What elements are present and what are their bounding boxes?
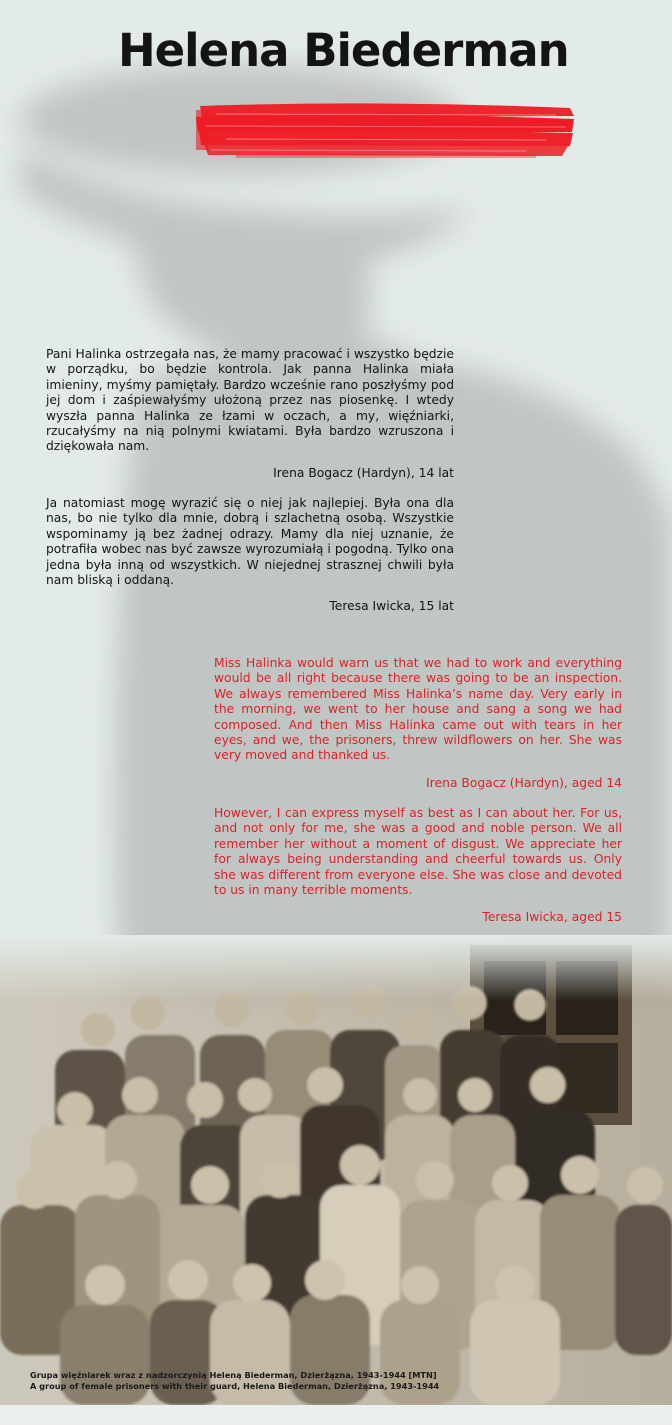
english-quote-2-text: However, I can express myself as best as I can about her. For us, and not only for me, she was a good and noble person. We all remember her without a moment of disgust. We appreciate her for always being understanding and cheerful towards us. Only she was different from everyone else. She was close and devoted to us in many terrible moments. [214,806,622,898]
polish-quote-2-text: Ja natomiast mogę wyrazić się o niej jak najlepiej. Była ona dla nas, bo nie tylko dla mnie, dobrą i szlachetną osobą. Wszystkie wspominamy ją bez żadnej odrazy. Mamy dla niej uznanie, że potrafiła wobec nas być zawsze wyrozumiałą i pogodną. Tylko ona jedna była inną od wszystkich. W niejednej strasznej chwili była nam bliską i oddaną. [46,496,454,588]
photo-caption-polish: Grupa więźniarek wraz z nadzorczynią Heleną Biederman, Dzierżązna, 1943-1944 [MTN] [30,1370,437,1380]
polish-quote-1-attribution [46,466,454,481]
polish-quote-1 [46,347,454,455]
photo-caption-english: A group of female prisoners with their guard, Helena Biederman, Dzierżązna, 1943-1944 [30,1380,440,1391]
english-quote-1-text: Miss Halinka would warn us that we had to work and everything would be all right because there was going to be an inspection. We always remembered Miss Halinka’s name day. Very early in the morning, we went to her house and sang a song we had composed. And then Miss Halinka came out with tears in her eyes, and we, the prisoners, threw wildflowers on her. She was very moved and thanked us. [214,656,622,763]
polish-quote-1-text: Pani Halinka ostrzegała nas, że mamy pracować i wszystko będzie w porządku, bo będzie kontrola. Jak panna Halinka miała imieniny, myśmy pamiętały. Bardzo wcześnie rano poszłyśmy pod jej dom i zaśpiewałyśmy ułożoną przez nas piosenkę. I wtedy wyszła panna Halinka ze łzami w oczach, a my, więźniarki, rzucałyśmy na nią polnymi kwiatami. Była bardzo wzruszona i dziękowała nam. [46,347,454,454]
polish-quote-2-attribution [46,599,454,614]
english-quote-1-author: Irena Bogacz (Hardyn), aged 14 [426,776,622,790]
polish-quote-2 [46,496,454,588]
page-title: Helena Biederman [118,24,569,77]
english-quote-2-attribution [214,910,622,925]
english-quote-1-attribution [214,776,622,791]
polish-quote-1-author: Irena Bogacz (Hardyn), 14 lat [273,466,454,480]
photo-caption [30,1370,650,1391]
english-quote-2 [214,806,622,898]
bottom-strip [0,1405,672,1425]
english-quote-1 [214,656,622,764]
polish-quote-2-author: Teresa Iwicka, 15 lat [329,599,454,613]
english-quote-2-author: Teresa Iwicka, aged 15 [482,910,622,924]
red-brush-stroke [196,102,576,160]
group-photograph [0,935,672,1405]
